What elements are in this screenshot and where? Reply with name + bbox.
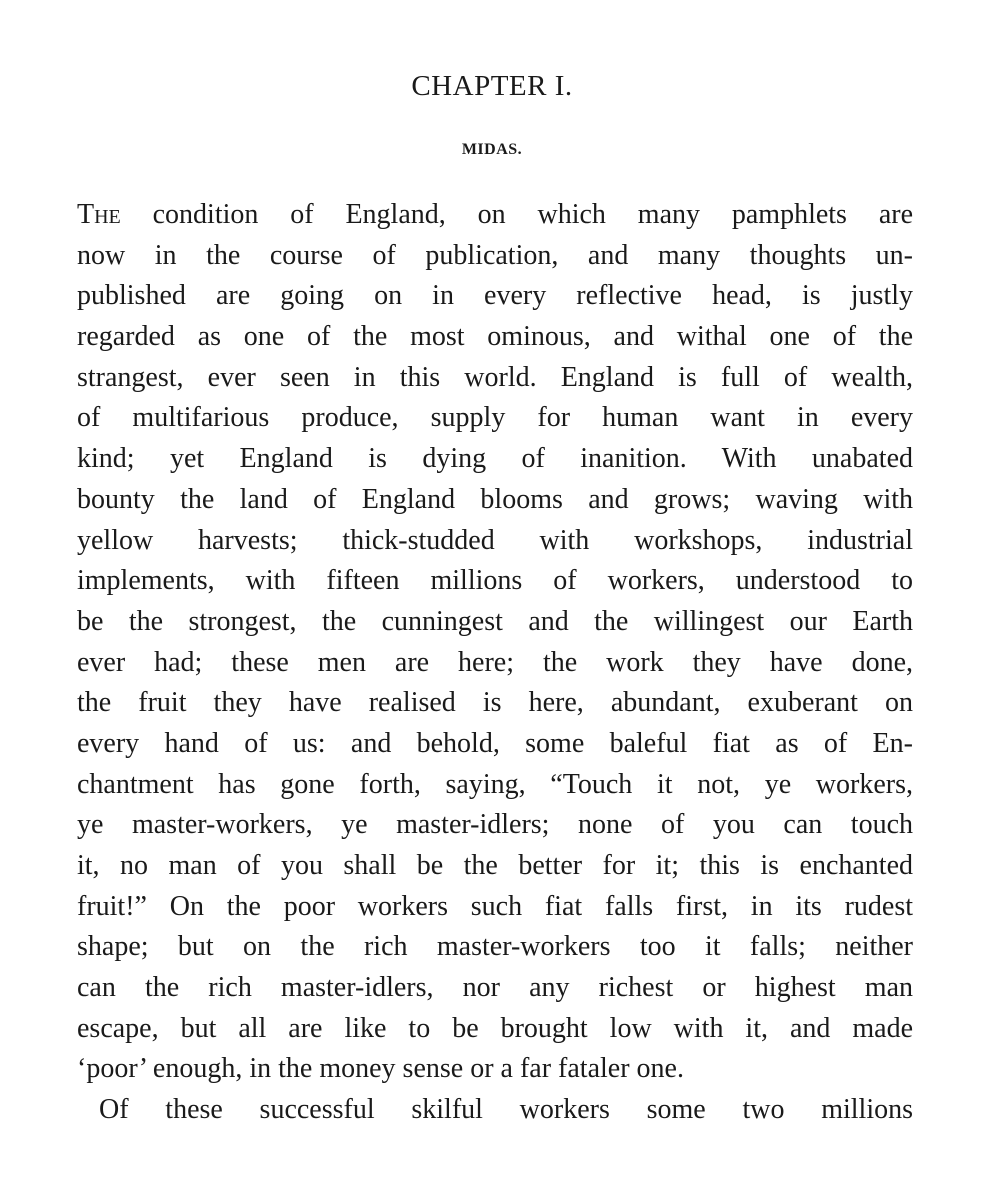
text-line bbox=[77, 195, 913, 236]
text-line: shape; but on the rich master-workers too it falls; neither bbox=[77, 931, 913, 963]
chapter-title: CHAPTER I. bbox=[411, 70, 573, 102]
text-line: strangest, ever seen in this world. England is full of wealth, bbox=[77, 361, 913, 393]
body-text bbox=[77, 195, 913, 1131]
text-line: published are going on in every reflective head, is justly bbox=[77, 280, 913, 312]
text-line: of multifarious produce, supply for human want in every bbox=[77, 402, 913, 434]
text-line: be the strongest, the cunningest and the willingest our Earth bbox=[77, 605, 913, 637]
text-line: chantment has gone forth, saying, “Touch it not, ye workers, bbox=[77, 768, 913, 800]
text-line: ye master-workers, ye master-idlers; none of you can touch bbox=[77, 809, 913, 841]
text-line: implements, with fifteen millions of workers, understood to bbox=[77, 565, 913, 597]
lead-word: The bbox=[77, 199, 121, 230]
chapter-subtitle: MIDAS. bbox=[461, 141, 523, 158]
text-line: the fruit they have realised is here, abundant, exuberant on bbox=[77, 687, 913, 719]
text-line: now in the course of publication, and many thoughts un- bbox=[77, 239, 913, 271]
text-line: can the rich master-idlers, nor any richest or highest man bbox=[77, 972, 913, 1004]
text-line: yellow harvests; thick-studded with workshops, industrial bbox=[77, 524, 913, 556]
text-line: fruit!” On the poor workers such fiat falls first, in its rudest bbox=[77, 890, 913, 922]
text-line: kind; yet England is dying of inanition. With unabated bbox=[77, 443, 913, 475]
text-line: ‘poor’ enough, in the money sense or a far fataler one. bbox=[77, 1053, 684, 1085]
text-line: regarded as one of the most ominous, and withal one of the bbox=[77, 321, 913, 353]
text-line-content: condition of England, on which many pamphlets are bbox=[120, 199, 913, 230]
text-line: bounty the land of England blooms and grows; waving with bbox=[77, 483, 913, 515]
text-line: ever had; these men are here; the work they have done, bbox=[77, 646, 913, 678]
text-line: escape, but all are like to be brought low with it, and made bbox=[77, 1012, 913, 1044]
text-line: it, no man of you shall be the better for it; this is enchanted bbox=[77, 850, 913, 881]
text-line: every hand of us: and behold, some baleful fiat as of En- bbox=[77, 727, 913, 759]
text-line: Of these successful skilful workers some two millions bbox=[99, 1094, 913, 1126]
